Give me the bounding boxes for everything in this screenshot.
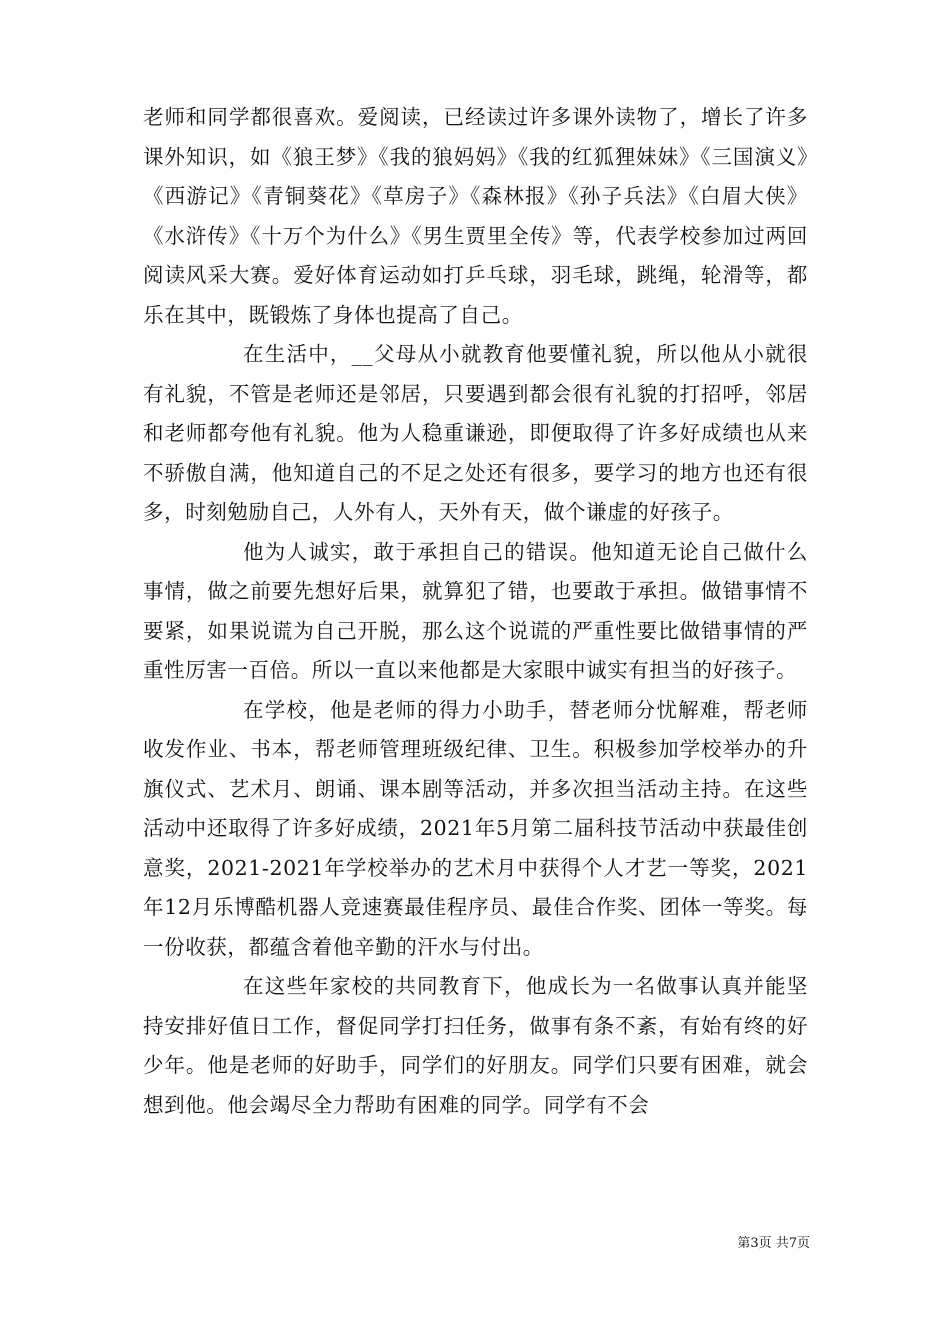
page-number-footer: 第3页 共7页 bbox=[737, 1236, 810, 1251]
paragraph-growth: 在这些年家校的共同教育下，他成长为一名做事认真并能坚持安排好值日工作，督促同学打扫任务，做事有条不紊，有始有终的好少年。他是老师的好助手，同学们的好朋友。同学们只要有困难，就会想到他。他会竭尽全力帮助有困难的同学。同学有不会 bbox=[143, 974, 808, 1117]
paragraph-school: 在学校，他是老师的得力小助手，替老师分忧解难，帮老师收发作业、书本，帮老师管理班级纪律、卫生。积极参加学校举办的升旗仪式、艺术月、朗诵、课本剧等活动，并多次担当活动主持。在这些活动中还取得了许多好成绩，2021年5月第二届科技节活动中获最佳创意奖，2021-2021年学校举办的艺术月中获得个人才艺一等奖，2021年12月乐博酷机器人竞速赛最佳程序员、最佳合作奖、团体一等奖。每一份收获，都蕴含着他辛勤的汗水与付出。 bbox=[143, 697, 808, 959]
paragraph-reading-sports: 老师和同学都很喜欢。爱阅读，已经读过许多课外读物了，增长了许多课外知识，如《狼王梦》《我的狼妈妈》《我的红狐狸妹妹》《三国演义》《西游记》《青铜葵花》《草房子》《森林报》《孙子兵法》《白眉大侠》《水浒传》《十万个为什么》《男生贾里全传》等，代表学校参加过两回阅读风采大赛。爱好体育运动如打乒乓球，羽毛球，跳绳，轮滑等，都乐在其中，既锻炼了身体也提高了自己。 bbox=[143, 105, 808, 327]
paragraph-manners: 在生活中，__父母从小就教育他要懂礼貌，所以他从小就很有礼貌，不管是老师还是邻居，只要遇到都会很有礼貌的打招呼，邻居和老师都夸他有礼貌。他为人稳重谦逊，即便取得了许多好成绩也从来不骄傲自满，他知道自己的不足之处还有很多，要学习的地方也还有很多，时刻勉励自己，人外有人，天外有天，做个谦虚的好孩子。 bbox=[143, 342, 808, 524]
paragraph-honesty: 他为人诚实，敢于承担自己的错误。他知道无论自己做什么事情，做之前要先想好后果，就算犯了错，也要敢于承担。做错事情不要紧，如果说谎为自己开脱，那么这个说谎的严重性要比做错事情的严重性厉害一百倍。所以一直以来他都是大家眼中诚实有担当的好孩子。 bbox=[143, 539, 808, 682]
document-body bbox=[143, 98, 808, 1125]
